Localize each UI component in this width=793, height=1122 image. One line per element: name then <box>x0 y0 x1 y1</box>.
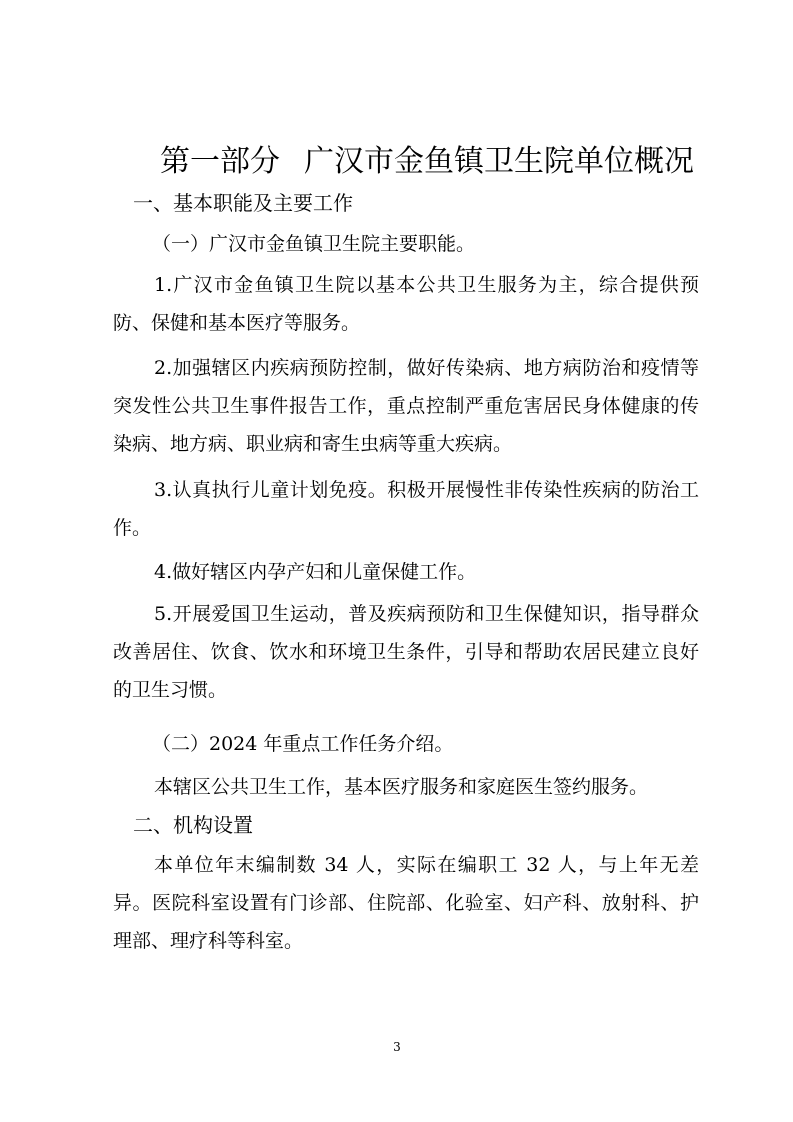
title-part: 第一部分 <box>160 144 280 179</box>
title-name: 广汉市金鱼镇卫生院单位概况 <box>304 144 694 179</box>
paragraph-function-3: 3.认真执行儿童计划免疫。积极开展慢性非传染性疾病的防治工作。 <box>113 479 699 539</box>
section-heading-functions: 一、基本职能及主要工作 <box>133 191 353 215</box>
paragraph-key-tasks: 本辖区公共卫生工作，基本医疗服务和家庭医生签约服务。 <box>154 776 649 798</box>
section-heading-structure: 二、机构设置 <box>133 813 253 837</box>
paragraph-function-5: 5.开展爱国卫生运动，普及疾病预防和卫生保健知识，指导群众改善居住、饮食、饮水和环境卫生条件，引导和帮助农居民建立良好的卫生习惯。 <box>113 603 699 701</box>
subsection-heading-main-functions: （一）广汉市金鱼镇卫生院主要职能。 <box>152 233 476 255</box>
paragraph-function-1: 1.广汉市金鱼镇卫生院以基本公共卫生服务为主，综合提供预防、保健和基本医疗等服务。 <box>113 274 699 334</box>
paragraph-function-4: 4.做好辖区内孕产妇和儿童保健工作。 <box>154 561 477 583</box>
subsection-heading-key-tasks: （二）2024 年重点工作任务介绍。 <box>152 733 454 755</box>
paragraph-function-2: 2.加强辖区内疾病预防控制，做好传染病、地方病防治和疫情等突发性公共卫生事件报告工作，重点控制严重危害居民身体健康的传染病、地方病、职业病和寄生虫病等重大疾病。 <box>113 357 699 455</box>
page-title <box>160 142 720 182</box>
page-number: 3 <box>393 1040 401 1054</box>
paragraph-structure: 本单位年末编制数 34 人，实际在编职工 32 人，与上年无差异。医院科室设置有门诊部、住院部、化验室、妇产科、放射科、护理部、理疗科等科室。 <box>113 854 699 952</box>
